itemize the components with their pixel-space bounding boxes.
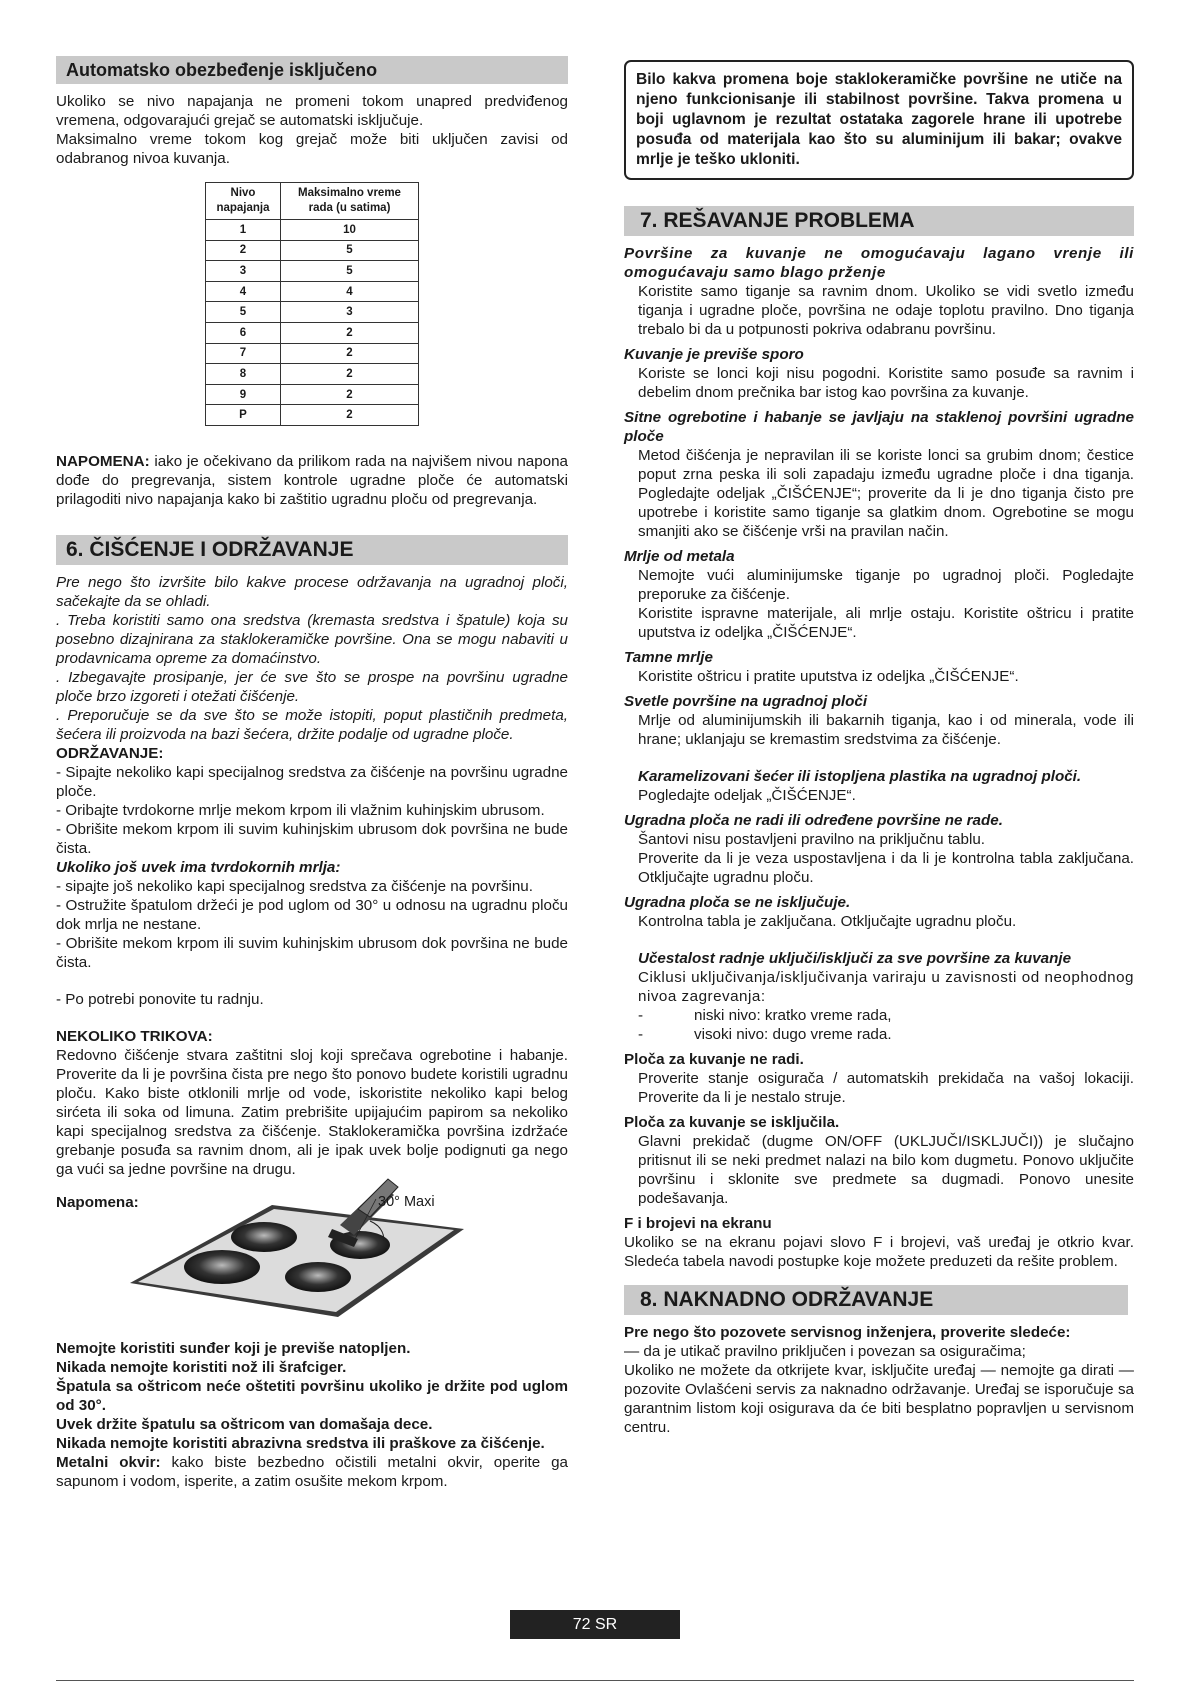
metal-frame-label: Metalni okvir:: [56, 1453, 161, 1471]
table-cell-level: 1: [206, 220, 281, 241]
aftercare-item-1: — da je utikač pravilno priključen i povezan sa osiguračima;: [624, 1343, 1026, 1360]
stubborn-step-1: - sipajte još nekoliko kapi specijalnog sredstva za čišćenje na površinu.: [56, 877, 533, 895]
napomena-label: NAPOMENA:: [56, 452, 150, 470]
right-column: [624, 60, 1134, 1437]
maintenance-label: ODRŽAVANJE:: [56, 744, 164, 762]
left-column: [56, 56, 568, 1491]
maintenance-step-3: - Obrišite mekom krpom ili suvim kuhinjskim ubrusom dok površina ne bude čista.: [56, 820, 568, 857]
problem-10-item-1: - niski nivo: kratko vreme rada,: [638, 1007, 892, 1024]
section-header-cleaning: 6. ČIŠĆENJE I ODRŽAVANJE: [56, 535, 568, 565]
cooktop-scraper-illustration: [122, 1177, 502, 1317]
section-header-auto-shutoff: Automatsko obezbeđenje isključeno: [56, 56, 568, 84]
problem-1-text: Koristite samo tiganje sa ravnim dnom. Ukoliko se vidi svetlo između tiganja i ugradne ploče, površina ne odaje toplotu pravilno. Dno tiganja trebalo bi da u potpunosti pokriva odabranu površinu.: [638, 283, 1134, 338]
cooking-zone-icon: [231, 1222, 297, 1252]
auto-shutoff-paragraph-2: Maksimalno vreme tokom kog grejač može biti uključen zavisi od odabranog nivoa kuvanja.: [56, 131, 568, 167]
problem-11-text: Proverite stanje osigurača / automatskih prekidača na vašoj lokaciji. Proverite da li je nestalo struje.: [638, 1070, 1134, 1106]
problem-8-text-2: Proverite da li je veza uspostavljena i da li je kontrolna tabla zaključana. Otključajte ugradnu ploču.: [638, 850, 1134, 886]
problem-4-title: Mrlje od metala: [624, 548, 735, 565]
problem-11-title: Ploča za kuvanje ne radi.: [624, 1051, 804, 1068]
table-row: [206, 302, 419, 323]
problem-2-title: Kuvanje je previše sporo: [624, 346, 804, 363]
table-row: [206, 384, 419, 405]
metal-frame-text: kako biste bezbedno očistili metalni okvir, operite ga sapunom i vodom, isperite, a zatim osušite mekom krpom.: [56, 1453, 568, 1490]
table-header-level: Nivo napajanja: [206, 183, 281, 220]
stubborn-step-3: - Obrišite mekom krpom ili suvim kuhinjskim ubrusom dok površina ne bude čista.: [56, 934, 568, 971]
aftercare-text: Ukoliko ne možete da otkrijete kvar, isključite uređaj — nemojte ga dirati — pozovite Ovlašćeni servis za naknadno održavanje. Uređaj se isporučuje sa garantnim listom koji osigurava da će biti besplatno popravljen u servisnom centru.: [624, 1362, 1134, 1436]
table-cell-time: 2: [281, 343, 419, 364]
cleaning-intro-1: Pre nego što izvršite bilo kakve procese održavanja na ugradnoj ploči, sačekajte da se ohladi.: [56, 573, 568, 610]
table-cell-level: 6: [206, 322, 281, 343]
problem-6-title: Svetle površine na ugradnoj ploči: [624, 693, 868, 710]
table-header-time: Maksimalno vreme rada (u satima): [281, 183, 419, 220]
bottom-divider: [56, 1680, 1134, 1681]
problem-10-title: Učestalost radnje uključi/isključi za sve površine za kuvanje: [638, 950, 1072, 967]
table-cell-time: 2: [281, 322, 419, 343]
warning-5: Nikada nemojte koristiti abrazivna sredstva ili praškove za čišćenje.: [56, 1434, 545, 1452]
problem-3-title: Sitne ogrebotine i habanje se javljaju na staklenoj površini ugradne ploče: [624, 409, 1134, 445]
table-cell-time: 4: [281, 281, 419, 302]
napomena-paragraph: [56, 452, 568, 509]
section-header-aftercare: 8. NAKNADNO ODRŽAVANJE: [624, 1285, 1128, 1315]
maintenance-step-2: - Oribajte tvrdokorne mrlje mekom krpom ili vlažnim kuhinjskim ubrusom.: [56, 801, 545, 819]
page-number: 72 SR: [510, 1610, 680, 1639]
problem-5-text: Koristite oštricu i pratite uputstva iz odeljka „ČIŠĆENJE“.: [638, 668, 1019, 685]
table-cell-level: 2: [206, 240, 281, 261]
list-dash: -: [638, 1007, 644, 1024]
table-cell-time: 5: [281, 240, 419, 261]
table-row: [206, 281, 419, 302]
maintenance-step-1: - Sipajte nekoliko kapi specijalnog sredstva za čišćenje na površinu ugradne ploče.: [56, 763, 568, 800]
table-cell-level: 9: [206, 384, 281, 405]
table-cell-level: 5: [206, 302, 281, 323]
table-cell-level: P: [206, 405, 281, 426]
cleaning-intro-4: . Preporučuje se da sve što se može istopiti, poput plastičnih predmeta, šećera ili proizvoda na bazi šećera, držite podalje od ugradne ploče.: [56, 706, 568, 743]
warning-3: Špatula sa oštricom neće oštetiti površinu ukoliko je držite pod uglom od 30°.: [56, 1377, 568, 1414]
table-row: [206, 240, 419, 261]
problem-8-text-1: Šantovi nisu postavljeni pravilno na priključnu tablu.: [638, 831, 985, 848]
table-cell-time: 3: [281, 302, 419, 323]
table-cell-level: 3: [206, 261, 281, 282]
napomena-illustration-row: [56, 1193, 568, 1333]
table-cell-time: 10: [281, 220, 419, 241]
stubborn-stains-label: Ukoliko još uvek ima tvrdokornih mrlja:: [56, 858, 341, 876]
stubborn-step-2: - Ostružite špatulom držeći je pod uglom od 30° u odnosu na ugradnu ploču dok mrlja ne nestane.: [56, 896, 568, 933]
discoloration-notice-box: Bilo kakva promena boje staklokeramičke površine ne utiče na njeno funkcionisanje ili stabilnost površine. Takva promena u boji uglavnom je rezultat ostataka zagorele hrane ili upotrebe posuđa od materijala kao što su aluminijum ili bakar; ovakve mrlje je teško ukloniti.: [624, 60, 1134, 180]
problem-1-title: Površine za kuvanje ne omogućavaju lagano vrenje ili omogućavaju samo blago prženje: [624, 245, 1134, 281]
table-cell-level: 7: [206, 343, 281, 364]
section-header-troubleshooting: 7. REŠAVANJE PROBLEMA: [624, 206, 1134, 236]
metal-frame-paragraph: [56, 1453, 568, 1491]
table-row: [206, 322, 419, 343]
problem-4-text-1: Nemojte vući aluminijumske tiganje po ugradnoj ploči. Pogledajte preporuke za čišćenje.: [638, 567, 1134, 603]
tricks-label: NEKOLIKO TRIKOVA:: [56, 1027, 213, 1045]
napomena2-label: Napomena:: [56, 1193, 139, 1211]
table-cell-time: 2: [281, 405, 419, 426]
table-row: [206, 220, 419, 241]
problem-10-item-2: - visoki nivo: dugo vreme rada.: [638, 1026, 892, 1043]
auto-shutoff-paragraph-1: Ukoliko se nivo napajanja ne promeni tokom unapred predviđenog vremena, odgovarajući grejač se automatski isključuje.: [56, 93, 568, 129]
problem-7-text: Pogledajte odeljak „ČIŠĆENJE“.: [638, 787, 856, 804]
cleaning-intro-2: . Treba koristiti samo ona sredstva (kremasta sredstva i špatule) koja su posebno dizajnirana za staklokeramičke površine. Ona se mogu nabaviti u prodavnicama opreme za domaćinstvo.: [56, 611, 568, 667]
table-cell-time: 5: [281, 261, 419, 282]
cleaning-intro-3: . Izbegavajte prosipanje, jer će sve što se prospe na površinu ugradne ploče brzo izgoreti i otežati čišćenje.: [56, 668, 568, 705]
problem-12-text: Glavni prekidač (dugme ON/OFF (UKLJUČI/ISKLJUČI)) je slučajno pritisnut ili se neki predmet nalazi na bilo kom dugmetu. Ponovo uključite površinu i sklonite sve predmete sa dugmadi. Ponovo unesite podešavanja.: [638, 1133, 1134, 1207]
tricks-text: Redovno čišćenje stvara zaštitni sloj koji sprečava ogrebotine i habanje. Proverite da li je površina čista pre nego što ponovo budete koristili ugradnu ploču. Kako biste otklonili mrlje od vode, iskoristite nekoliko kapi belog sirćeta ili soka od limuna. Zatim prebrišite upijajućim papirom sa nekoliko kapi specijalnog sredstva za čišćenje. Staklokeramička površina izdržaće grebanje posuđa sa ravnim dnom, ali je ipak uvek bolje podignuti ga nego ga vući sa jedne površine na drugu.: [56, 1046, 568, 1178]
problem-2-text: Koriste se lonci koji nisu pogodni. Koristite samo posuđe sa ravnim i debelim dnom prečnika bar istog kao površina za kuvanje.: [638, 365, 1134, 401]
problem-3-text: Metod čišćenja je nepravilan ili se koriste lonci sa grubim dnom; čestice poput zrna peska ili soli zapadaju između ugradne ploče i dna tiganja. Pogledajte odeljak „ČIŠĆENJE“; proverite da li je dno tiganja čisto pre upotrebe i koristite samo tiganje sa glatkim dnom. Ogrebotine se mogu smanjiti ako se čišćenje vrši na pravilan način.: [638, 447, 1134, 540]
cooking-zone-icon: [184, 1250, 260, 1284]
warning-2: Nikada nemojte koristiti nož ili šrafciger.: [56, 1358, 347, 1376]
max-time-table: [205, 182, 419, 426]
table-row: [206, 364, 419, 385]
problem-8-title: Ugradna ploča ne radi ili određene površine ne rade.: [624, 812, 1003, 829]
problem-4-text-2: Koristite ispravne materijale, ali mrlje ostaju. Koristite oštricu i pratite uputstva iz odeljka „ČIŠĆENJE“.: [638, 605, 1134, 641]
table-cell-level: 4: [206, 281, 281, 302]
list-dash: -: [638, 1026, 644, 1043]
warning-4: Uvek držite špatulu sa oštricom van domašaja dece.: [56, 1415, 433, 1433]
angle-label: 30° Maxi: [378, 1193, 435, 1210]
table-row: [206, 343, 419, 364]
aftercare-intro: Pre nego što pozovete servisnog inženjera, proverite sledeće:: [624, 1324, 1071, 1341]
table-row: [206, 405, 419, 426]
warning-1: Nemojte koristiti sunđer koji je previše natopljen.: [56, 1339, 411, 1357]
problem-10-text: Ciklusi uključivanja/isključivanja variraju u zavisnosti od neophodnog nivoa zagrevanja:: [638, 969, 1134, 1005]
problem-9-text: Kontrolna tabla je zaključana. Otključajte ugradnu ploču.: [638, 913, 1017, 930]
stubborn-step-4: - Po potrebi ponovite tu radnju.: [56, 990, 264, 1008]
table-cell-time: 2: [281, 364, 419, 385]
problem-12-title: Ploča za kuvanje se isključila.: [624, 1114, 840, 1131]
table-row: [206, 261, 419, 282]
table-cell-time: 2: [281, 384, 419, 405]
problem-13-title: F i brojevi na ekranu: [624, 1215, 772, 1232]
problem-5-title: Tamne mrlje: [624, 649, 713, 666]
cooking-zone-icon: [285, 1262, 351, 1292]
problem-7-title: Karamelizovani šećer ili istopljena plastika na ugradnoj ploči.: [638, 768, 1082, 785]
problem-9-title: Ugradna ploča se ne isključuje.: [624, 894, 851, 911]
problem-6-text: Mrlje od aluminijumskih ili bakarnih tiganja, kao i od minerala, vode ili hrane; uklanjaju se kremastim sredstvima za čišćenje.: [638, 712, 1134, 748]
table-cell-level: 8: [206, 364, 281, 385]
napomena-text: iako je očekivano da prilikom rada na najvišem nivou napona dođe do pregrevanja, sistem kontrole ugradne ploče će automatski prilagoditi nivo napajanja kako bi zaštitio ugradnu ploču od pregrevanja.: [56, 452, 568, 508]
problem-13-text: Ukoliko se na ekranu pojavi slovo F i brojevi, vaš uređaj je otkrio kvar. Sledeća tabela navodi postupke koje možete preduzeti da rešite problem.: [624, 1234, 1134, 1270]
